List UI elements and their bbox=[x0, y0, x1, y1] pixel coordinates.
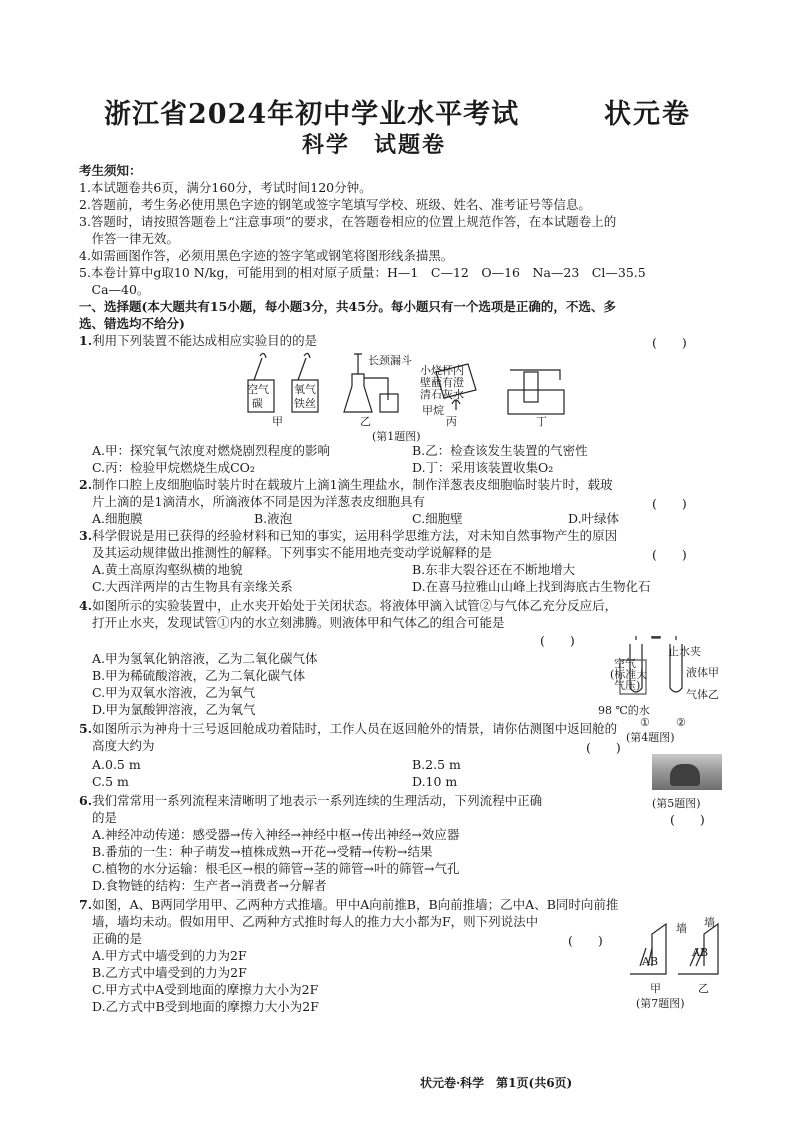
q7-number: 7. bbox=[79, 897, 93, 912]
q6-stem-cont: 的是 bbox=[92, 810, 118, 825]
q4-option-c[interactable]: C.甲为双氧水溶液，乙为氧气 bbox=[92, 685, 256, 700]
q2-option-c[interactable]: C.细胞壁 bbox=[412, 511, 463, 526]
capsule-shape bbox=[670, 764, 700, 786]
q4-label-liquid: 液体甲 bbox=[686, 666, 719, 679]
q3-number: 3. bbox=[79, 528, 93, 543]
q4-stem-text: 如图所示的实验装置中，止水夹开始处于关闭状态。将液体甲滴入试管②与气体乙充分反应后， bbox=[92, 598, 618, 613]
page-footer: 状元卷·科学 第1页(共6页) bbox=[420, 1076, 573, 1090]
q5-capsule-photo bbox=[652, 754, 722, 790]
q4-label-air-3: 气压) bbox=[614, 679, 641, 692]
q2-answer-blank[interactable]: ( ) bbox=[652, 496, 687, 511]
q1-option-a[interactable]: A.甲：探究氧气浓度对燃烧剧烈程度的影响 bbox=[92, 443, 331, 458]
q4-caption: (第4题图) bbox=[626, 731, 675, 744]
q1-label-funnel: 长颈漏斗 bbox=[368, 354, 412, 367]
notice-item: 1.本试题卷共6页，满分160分，考试时间120分钟。 bbox=[79, 180, 372, 195]
section-heading-cont: 选、错选均不给分) bbox=[79, 316, 185, 331]
q7-option-b[interactable]: B.乙方式中墙受到的力为2F bbox=[92, 965, 247, 980]
q2-number: 2. bbox=[79, 477, 93, 492]
q3-stem bbox=[79, 528, 617, 544]
notice-item: Ca—40。 bbox=[79, 282, 150, 297]
q4-option-a[interactable]: A.甲为氢氧化钠溶液，乙为二氧化碳气体 bbox=[92, 651, 318, 666]
q1-label-bing: 丙 bbox=[446, 415, 457, 428]
notice-item: 4.如需画图作答，必须用黑色字迹的签字笔或钢笔将图形线条描黑。 bbox=[79, 248, 454, 263]
paper-subtitle: 科学 试题卷 bbox=[302, 132, 447, 158]
q5-stem-cont: 高度大约为 bbox=[92, 738, 155, 753]
q7-label-wall-2: 墙 bbox=[704, 916, 715, 929]
q7-label-wall-1: 墙 bbox=[676, 922, 687, 935]
q4-label-air-2: (标准大 bbox=[610, 668, 648, 681]
q2-option-d[interactable]: D.叶绿体 bbox=[568, 511, 620, 526]
exam-title: 浙江省2024年初中学业水平考试 bbox=[104, 99, 520, 130]
q1-label-beaker-2: 壁蘸有澄 bbox=[420, 376, 464, 389]
notice-item: 作答一律无效。 bbox=[79, 231, 180, 246]
q7-option-c[interactable]: C.甲方式中A受到地面的摩擦力大小为2F bbox=[92, 982, 319, 997]
q2-stem bbox=[79, 477, 613, 493]
q7-stem bbox=[79, 897, 618, 913]
q7-label-jia: 甲 bbox=[650, 982, 661, 995]
section-heading: 一、选择题(本大题共有15小题，每小题3分，共45分。每小题只有一个选项是正确的，不选、多 bbox=[79, 299, 616, 314]
q4-option-b[interactable]: B.甲为稀硫酸溶液，乙为二氧化碳气体 bbox=[92, 668, 306, 683]
q6-answer-blank[interactable]: ( ) bbox=[670, 812, 705, 827]
q1-label-beaker-3: 清石灰水 bbox=[420, 388, 464, 401]
q5-option-c[interactable]: C.5 m bbox=[92, 774, 129, 789]
q1-label-oxygen: 氧气 bbox=[294, 383, 316, 396]
q4-label-tube-2: ② bbox=[676, 716, 686, 729]
notice-heading: 考生须知： bbox=[79, 163, 142, 178]
q1-option-b[interactable]: B.乙：检查该发生装置的气密性 bbox=[412, 443, 588, 458]
q1-stem-text: 利用下列装置不能达成相应实验目的的是 bbox=[92, 333, 318, 348]
q6-option-c[interactable]: C.植物的水分运输：根毛区→根的筛管→茎的筛管→叶的筛管→气孔 bbox=[92, 861, 460, 876]
q4-stem-cont: 打开止水夹，发现试管①内的水立刻沸腾。则液体甲和气体乙的组合可能是 bbox=[92, 615, 505, 630]
q5-option-d[interactable]: D.10 m bbox=[412, 774, 458, 789]
q5-number: 5. bbox=[79, 721, 93, 736]
q6-figure-caption: (第5题图) bbox=[652, 797, 701, 810]
q4-label-air-1: 空气 bbox=[614, 657, 636, 670]
q4-label-gas: 气体乙 bbox=[686, 688, 719, 701]
q5-option-a[interactable]: A.0.5 m bbox=[92, 757, 141, 772]
q7-label-ab-2: AB bbox=[692, 946, 709, 959]
notice-item: 2.答题前，考生务必使用黑色字迹的钢笔或签字笔填写学校、班级、姓名、准考证号等信息。 bbox=[79, 197, 591, 212]
q1-label-beaker-1: 小烧杯内 bbox=[420, 364, 464, 377]
q4-number: 4. bbox=[79, 598, 93, 613]
q7-answer-blank[interactable]: ( ) bbox=[568, 933, 603, 948]
q1-number: 1. bbox=[79, 333, 93, 348]
notice-item: 3.答题时，请按照答题卷上“注意事项”的要求，在答题卷相应的位置上规范作答，在本试题卷上的 bbox=[79, 214, 617, 229]
q4-option-d[interactable]: D.甲为氯酸钾溶液，乙为氧气 bbox=[92, 702, 256, 717]
q2-stem-cont: 片上滴的是1滴清水，所滴液体不同是因为洋葱表皮细胞具有 bbox=[92, 494, 425, 509]
q3-option-a[interactable]: A.黄土高原沟壑纵横的地貌 bbox=[92, 562, 243, 577]
q4-answer-blank[interactable]: ( ) bbox=[540, 633, 575, 648]
q7-option-d[interactable]: D.乙方式中B受到地面的摩擦力大小为2F bbox=[92, 999, 319, 1014]
q6-option-a[interactable]: A.神经冲动传递：感受器→传入神经→神经中枢→传出神经→效应器 bbox=[92, 827, 460, 842]
q7-label-yi: 乙 bbox=[698, 982, 709, 995]
q7-option-a[interactable]: A.甲方式中墙受到的力为2F bbox=[92, 948, 247, 963]
q3-stem-text: 科学假说是用已获得的经验材料和已知的事实，运用科学思维方法，对未知自然事物产生的原因 bbox=[92, 528, 618, 543]
q3-stem-cont: 及其运动规律做出推测性的解释。下列事实不能用地壳变动学说解释的是 bbox=[92, 545, 493, 560]
q1-label-yi: 乙 bbox=[360, 415, 371, 428]
q1-label-methane: 甲烷 bbox=[422, 404, 444, 417]
q5-stem bbox=[79, 721, 617, 737]
q7-stem-text: 如图，A、B两同学用甲、乙两种方式推墙。甲中A向前推B，B向前推墙；乙中A、B同时向前推 bbox=[92, 897, 619, 912]
q1-stem bbox=[79, 333, 317, 349]
q4-label-tube-1: ① bbox=[640, 716, 650, 729]
q2-option-a[interactable]: A.细胞膜 bbox=[92, 511, 143, 526]
q1-label-ding: 丁 bbox=[536, 415, 547, 428]
brand-title: 状元卷 bbox=[604, 99, 691, 130]
q1-option-c[interactable]: C.丙：检验甲烷燃烧生成CO₂ bbox=[92, 460, 255, 475]
q1-label-air: 空气 bbox=[247, 383, 269, 396]
q6-stem-text: 我们常常用一系列流程来清晰明了地表示一系列连续的生理活动，下列流程中正确 bbox=[92, 793, 543, 808]
q2-stem-text: 制作口腔上皮细胞临时装片时在载玻片上滴1滴生理盐水，制作洋葱表皮细胞临时装片时，载玻 bbox=[92, 477, 613, 492]
q3-option-b[interactable]: B.东非大裂谷还在不断地增大 bbox=[412, 562, 576, 577]
q1-caption: (第1题图) bbox=[372, 430, 421, 443]
q5-stem-text: 如图所示为神舟十三号返回舱成功着陆时，工作人员在返回舱外的情景，请你估测图中返回舱的 bbox=[92, 721, 618, 736]
q1-label-iron: 铁丝 bbox=[294, 397, 316, 410]
q5-option-b[interactable]: B.2.5 m bbox=[412, 757, 461, 772]
q7-caption: (第7题图) bbox=[636, 997, 685, 1010]
q4-label-water: 98 ℃的水 bbox=[598, 704, 650, 717]
q3-answer-blank[interactable]: ( ) bbox=[652, 547, 687, 562]
q4-stem bbox=[79, 598, 617, 614]
q6-number: 6. bbox=[79, 793, 93, 808]
q7-label-ab-1: AB bbox=[642, 955, 659, 968]
q6-option-b[interactable]: B.番茄的一生：种子萌发→植株成熟→开花→受精→传粉→结果 bbox=[92, 844, 433, 859]
q7-stem-cont-2: 正确的是 bbox=[92, 931, 143, 946]
q2-option-b[interactable]: B.液泡 bbox=[254, 511, 293, 526]
q4-label-clamp: 止水夹 bbox=[668, 645, 701, 658]
q6-option-d[interactable]: D.食物链的结构：生产者→消费者→分解者 bbox=[92, 878, 327, 893]
q1-label-carbon: 碳 bbox=[252, 397, 263, 410]
q6-stem bbox=[79, 793, 542, 809]
q3-option-d[interactable]: D.在喜马拉雅山山峰上找到海底古生物化石 bbox=[412, 579, 651, 594]
q1-answer-blank[interactable]: ( ) bbox=[652, 335, 687, 350]
notice-item: 5.本卷计算中g取10 N/kg，可能用到的相对原子质量：H—1 C—12 O—16 Na—23 Cl—35.5 bbox=[79, 265, 646, 280]
q1-option-d[interactable]: D.丁：采用该装置收集O₂ bbox=[412, 460, 554, 475]
q7-stem-cont-1: 墙，墙均未动。假如用甲、乙两种方式推时每人的推力大小都为F，则下列说法中 bbox=[92, 914, 539, 929]
q3-option-c[interactable]: C.大西洋两岸的古生物具有亲缘关系 bbox=[92, 579, 293, 594]
q5-answer-blank[interactable]: ( ) bbox=[586, 740, 621, 755]
q1-label-jia: 甲 bbox=[272, 415, 283, 428]
